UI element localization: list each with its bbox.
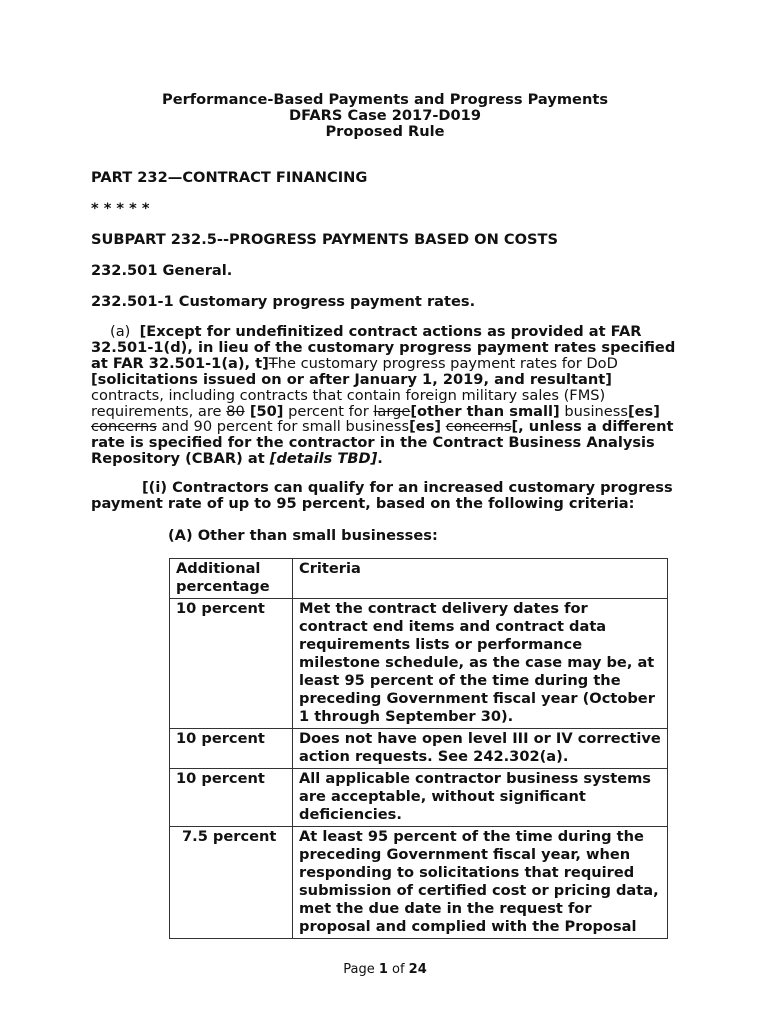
para-a-insert-6: [es] (409, 418, 442, 436)
row-percentage: 10 percent (170, 769, 293, 827)
paragraph-i: [(i) Contractors can qualify for an increased customary progress payment rate of up to 95 percent, based on the following criteria: (91, 479, 673, 512)
para-a-insert-4: [other than small] (410, 402, 560, 420)
title-line-1: Performance-Based Payments and Progress Payments (162, 91, 608, 108)
para-a-label: (a) (110, 323, 131, 340)
para-a-insert-2: [solicitations issued on or after January 1, 2019, and resultant] (91, 370, 612, 388)
row-percentage: 10 percent (170, 729, 293, 769)
para-a-deleted-3: large (373, 402, 411, 420)
section-general-heading: 232.501 General. (91, 262, 233, 279)
header-percentage: Additional percentage (170, 559, 293, 599)
para-a-insert-7: [, unless a different rate is specified for the contractor in the Contract Business Analysis Repository (CBAR) at (91, 418, 674, 468)
para-a-deleted-2: 80 (226, 402, 245, 420)
footer-total-pages: 24 (408, 962, 427, 977)
footer-current-page: 1 (378, 962, 388, 977)
para-a-text-1: he customary progress payment rates for DoD (277, 354, 618, 372)
section-rates-heading: 232.501-1 Customary progress payment rates. (91, 293, 476, 310)
para-a-text-4: business (559, 402, 628, 420)
table-row (170, 729, 668, 769)
row-criteria: Met the contract delivery dates for contract end items and contract data requirements lists or performance milestone schedule, as the case may be, at least 95 percent of the time during the preceding Government fiscal year (October 1 through September 30). (293, 599, 668, 729)
para-a-insert-9: . (377, 450, 383, 468)
para-a-insert-1: [Except for undefinitized contract actions as provided at FAR 32.501-1(d), in lieu of the customary progress payment rates specified at FAR 32.501-1(a), t] (91, 323, 676, 372)
row-percentage: 7.5 percent (170, 827, 293, 939)
row-percentage: 10 percent (170, 599, 293, 729)
document-title (0, 92, 770, 140)
para-a-deleted-4: concerns (91, 418, 157, 436)
para-a-insert-8: [details TBD] (269, 450, 378, 468)
para-a-insert-3: [50] (244, 402, 284, 420)
para-a-text-3: percent for (283, 402, 374, 420)
row-criteria: At least 95 percent of the time during the preceding Government fiscal year, when responding to solicitations that required submission of certified cost or pricing data, met the due date in the request for proposal and complied with the Proposal (293, 827, 668, 939)
para-a-text-2: contracts, including contracts that contain foreign military sales (FMS) requirements, are (91, 386, 606, 420)
part-heading: PART 232—CONTRACT FINANCING (91, 169, 368, 186)
table-row (170, 769, 668, 827)
footer-prefix: Page (343, 962, 379, 977)
table-row (170, 827, 668, 939)
criteria-table (169, 558, 668, 939)
header-criteria: Criteria (293, 559, 668, 599)
para-a-deleted-1: T (268, 354, 278, 372)
para-a-text-5: and 90 percent for small business (156, 418, 410, 436)
footer-of: of (387, 962, 409, 977)
asterisks-separator: * * * * * (91, 200, 150, 217)
title-line-2: DFARS Case 2017-D019 (288, 107, 481, 124)
para-a-insert-5: [es] (627, 402, 660, 420)
title-line-3: Proposed Rule (325, 123, 445, 140)
paragraph-a (91, 324, 683, 467)
table-header-row (170, 559, 668, 599)
row-criteria: All applicable contractor business systems are acceptable, without significant deficiencies. (293, 769, 668, 827)
subpart-heading: SUBPART 232.5--PROGRESS PAYMENTS BASED ON COSTS (91, 231, 558, 248)
subheading-a: (A) Other than small businesses: (168, 527, 438, 544)
row-criteria: Does not have open level III or IV corrective action requests. See 242.302(a). (293, 729, 668, 769)
para-a-deleted-5: concerns (445, 418, 512, 436)
page-footer (0, 962, 770, 977)
table-row (170, 599, 668, 729)
